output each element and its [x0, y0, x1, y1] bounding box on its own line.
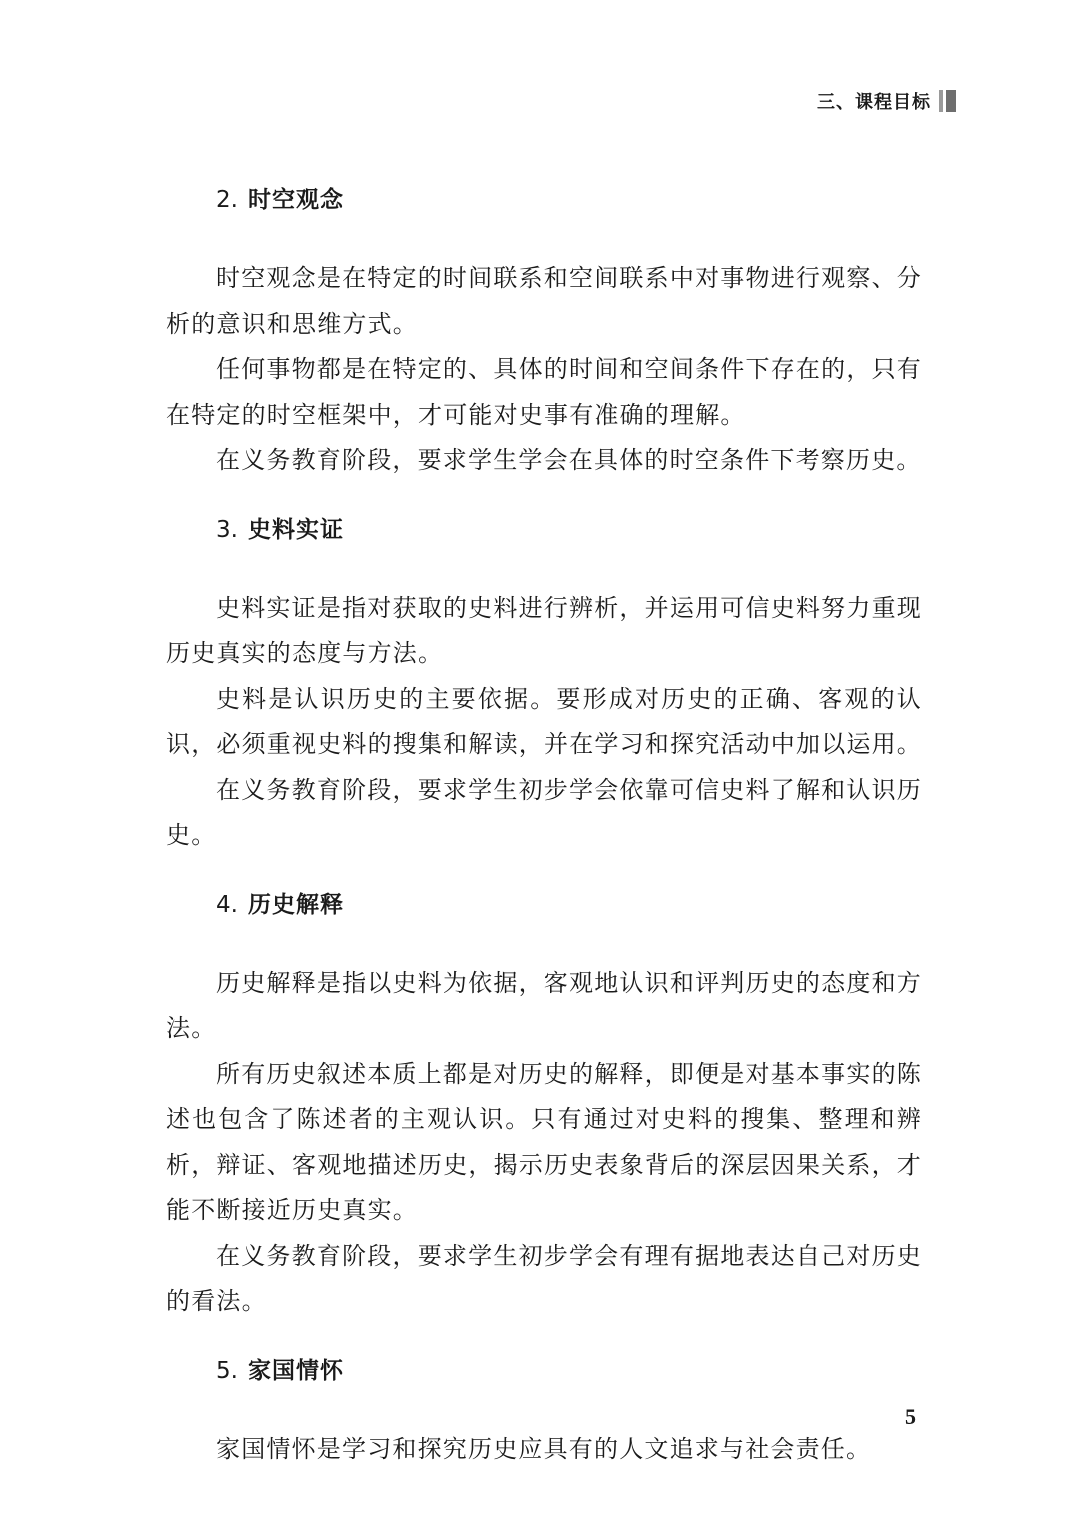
running-header-title: 三、课程目标: [817, 92, 931, 113]
section-historical-evidence: [166, 508, 922, 859]
section-heading: [216, 1349, 922, 1393]
paragraph: 时空观念是在特定的时间联系和空间联系中对事物进行观察、分析的意识和思维方式。: [166, 264, 922, 338]
paragraph: 所有历史叙述本质上都是对历史的解释，即便是对基本事实的陈述也包含了陈述者的主观认识。只有通过对史料的搜集、整理和辨析，辩证、客观地描述历史，揭示历史表象背后的深层因果关系，才能不断接近历史真实。: [166, 1059, 922, 1224]
header-bar-thick: [946, 90, 956, 112]
paragraph: 史料是认识历史的主要依据。要形成对历史的正确、客观的认识，必须重视史料的搜集和解读，并在学习和探究活动中加以运用。: [166, 684, 922, 758]
header-bar-thin: [939, 90, 943, 112]
paragraph: 历史解释是指以史料为依据，客观地认识和评判历史的态度和方法。: [166, 968, 922, 1042]
page-body: [166, 178, 922, 1496]
section-number: 5.: [216, 1357, 238, 1384]
section-national-sentiment: [166, 1349, 922, 1473]
paragraph: 史料实证是指对获取的史料进行辨析，并运用可信史料努力重现历史真实的态度与方法。: [166, 593, 922, 667]
section-number: 2.: [216, 187, 238, 213]
section-spatiotemporal: [166, 178, 922, 484]
section-title: 时空观念: [247, 187, 344, 213]
section-number: 3.: [216, 516, 238, 543]
paragraph: 在义务教育阶段，要求学生初步学会有理有据地表达自己对历史的看法。: [166, 1241, 922, 1315]
section-heading: [216, 883, 922, 927]
paragraph: 家国情怀是学习和探究历史应具有的人文追求与社会责任。: [216, 1434, 872, 1463]
paragraph: 任何事物都是在特定的、具体的时间和空间条件下存在的，只有在特定的时空框架中，才可能对史事有准确的理解。: [166, 355, 922, 429]
section-heading: [216, 508, 922, 552]
section-title: 史料实证: [247, 516, 344, 543]
section-title: 家国情怀: [247, 1357, 344, 1384]
section-number: 4.: [216, 891, 238, 918]
page-number: 5: [905, 1404, 916, 1429]
header-bar-ornament: [939, 90, 956, 112]
paragraph: 在义务教育阶段，要求学生学会在具体的时空条件下考察历史。: [216, 446, 922, 474]
paragraph: 在义务教育阶段，要求学生初步学会依靠可信史料了解和认识历史。: [166, 775, 922, 849]
running-header: [817, 88, 956, 114]
section-heading: [216, 178, 922, 222]
section-title: 历史解释: [247, 891, 344, 918]
section-historical-interpretation: [166, 883, 922, 1325]
